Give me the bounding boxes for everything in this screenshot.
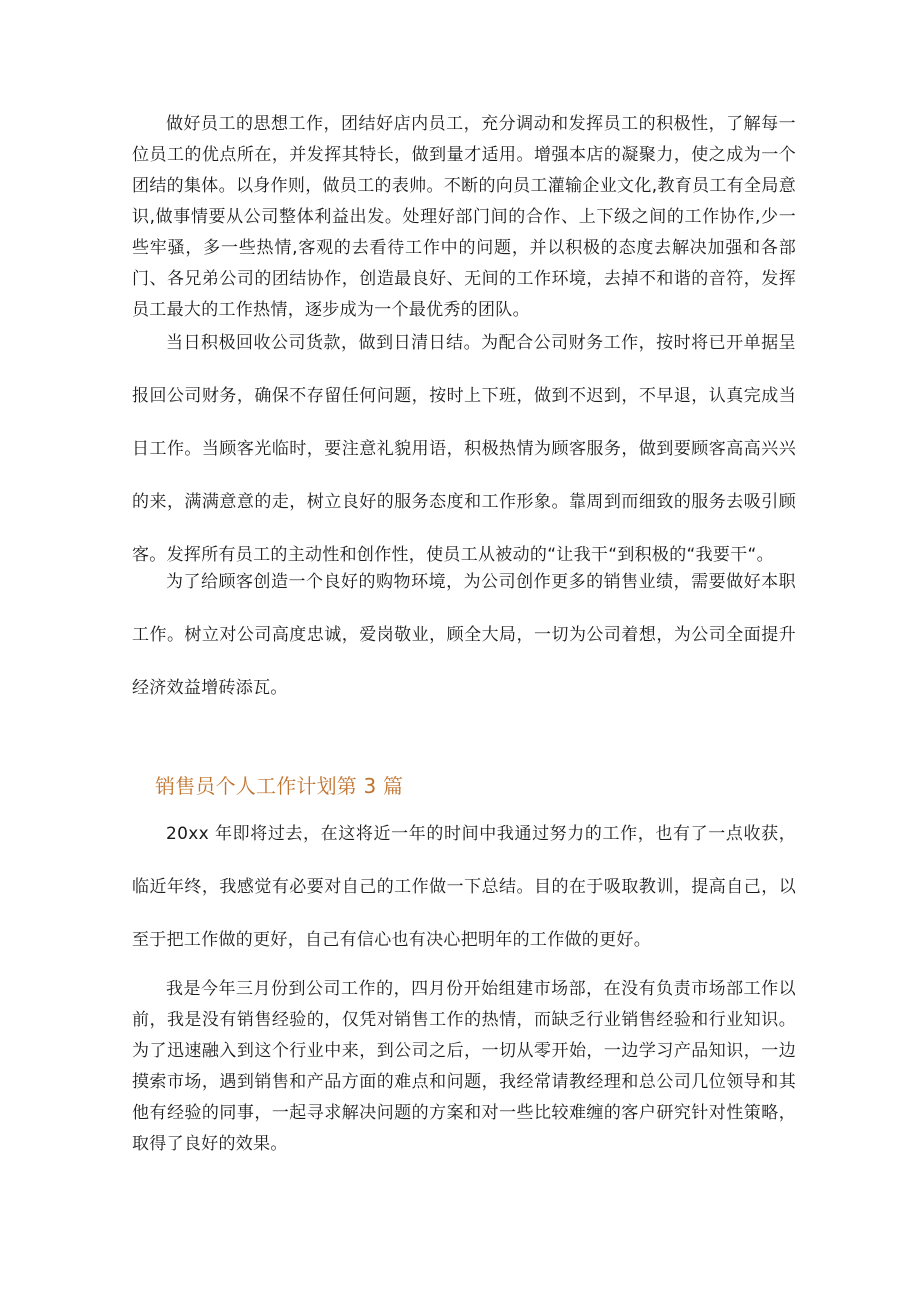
section-heading: 销售员个人工作计划第 3 篇 bbox=[155, 774, 404, 798]
paragraph-year-summary: 20xx 年即将过去，在这将近一年的时间中我通过努力的工作，也有了一点收获，临近年终，我感觉有必要对自己的工作做一下总结。目的在于吸取教训，提高自己，以至于把工作做的更好，自己有信心也有决心把明年的工作做的更好。 bbox=[132, 824, 796, 950]
paragraph-shopping-environment: 为了给顾客创造一个良好的购物环境，为公司创作更多的销售业绩，需要做好本职工作。树立对公司高度忠诚，爱岗敬业，顾全大局，一切为公司着想，为公司全面提升经济效益增砖添瓦。 bbox=[132, 572, 796, 698]
paragraph-team-unity: 做好员工的思想工作，团结好店内员工，充分调动和发挥员工的积极性，了解每一位员工的优点所在，并发挥其特长，做到量才适用。增强本店的凝聚力，使之成为一个团结的集体。以身作则，做员工的表帅。不断的向员工灌输企业文化,教育员工有全局意识,做事情要从公司整体利益出发。处理好部门间的合作、上下级之间的工作协作,少一些牢骚，多一些热情,客观的去看待工作中的问题，并以积极的态度去解决加强和各部门、各兄弟公司的团结协作，创造最良好、无间的工作环境，去掉不和谐的音符，发挥员工最大的工作热情，逐步成为一个最优秀的团队。 bbox=[132, 114, 796, 320]
paragraph-market-department: 我是今年三月份到公司工作的，四月份开始组建市场部，在没有负责市场部工作以前，我是没有销售经验的，仅凭对销售工作的热情，而缺乏行业销售经验和行业知识。为了迅速融入到这个行业中来，到公司之后，一切从零开始，一边学习产品知识，一边摸索市场，遇到销售和产品方面的难点和问题，我经常请教经理和总公司几位领导和其他有经验的同事，一起寻求解决问题的方案和对一些比较难缠的客户研究针对性策略，取得了良好的效果。 bbox=[132, 979, 796, 1154]
paragraph-daily-collection: 当日积极回收公司货款，做到日清日结。为配合公司财务工作，按时将已开单据呈报回公司财务，确保不存留任何问题，按时上下班，做到不迟到，不早退，认真完成当日工作。当顾客光临时，要注意礼貌用语，积极热情为顾客服务，做到要顾客高高兴兴的来，满满意意的走，树立良好的服务态度和工作形象。靠周到而细致的服务去吸引顾客。发挥所有员工的主动性和创作性，使员工从被动的“让我干“到积极的“我要干“。 bbox=[132, 333, 796, 565]
